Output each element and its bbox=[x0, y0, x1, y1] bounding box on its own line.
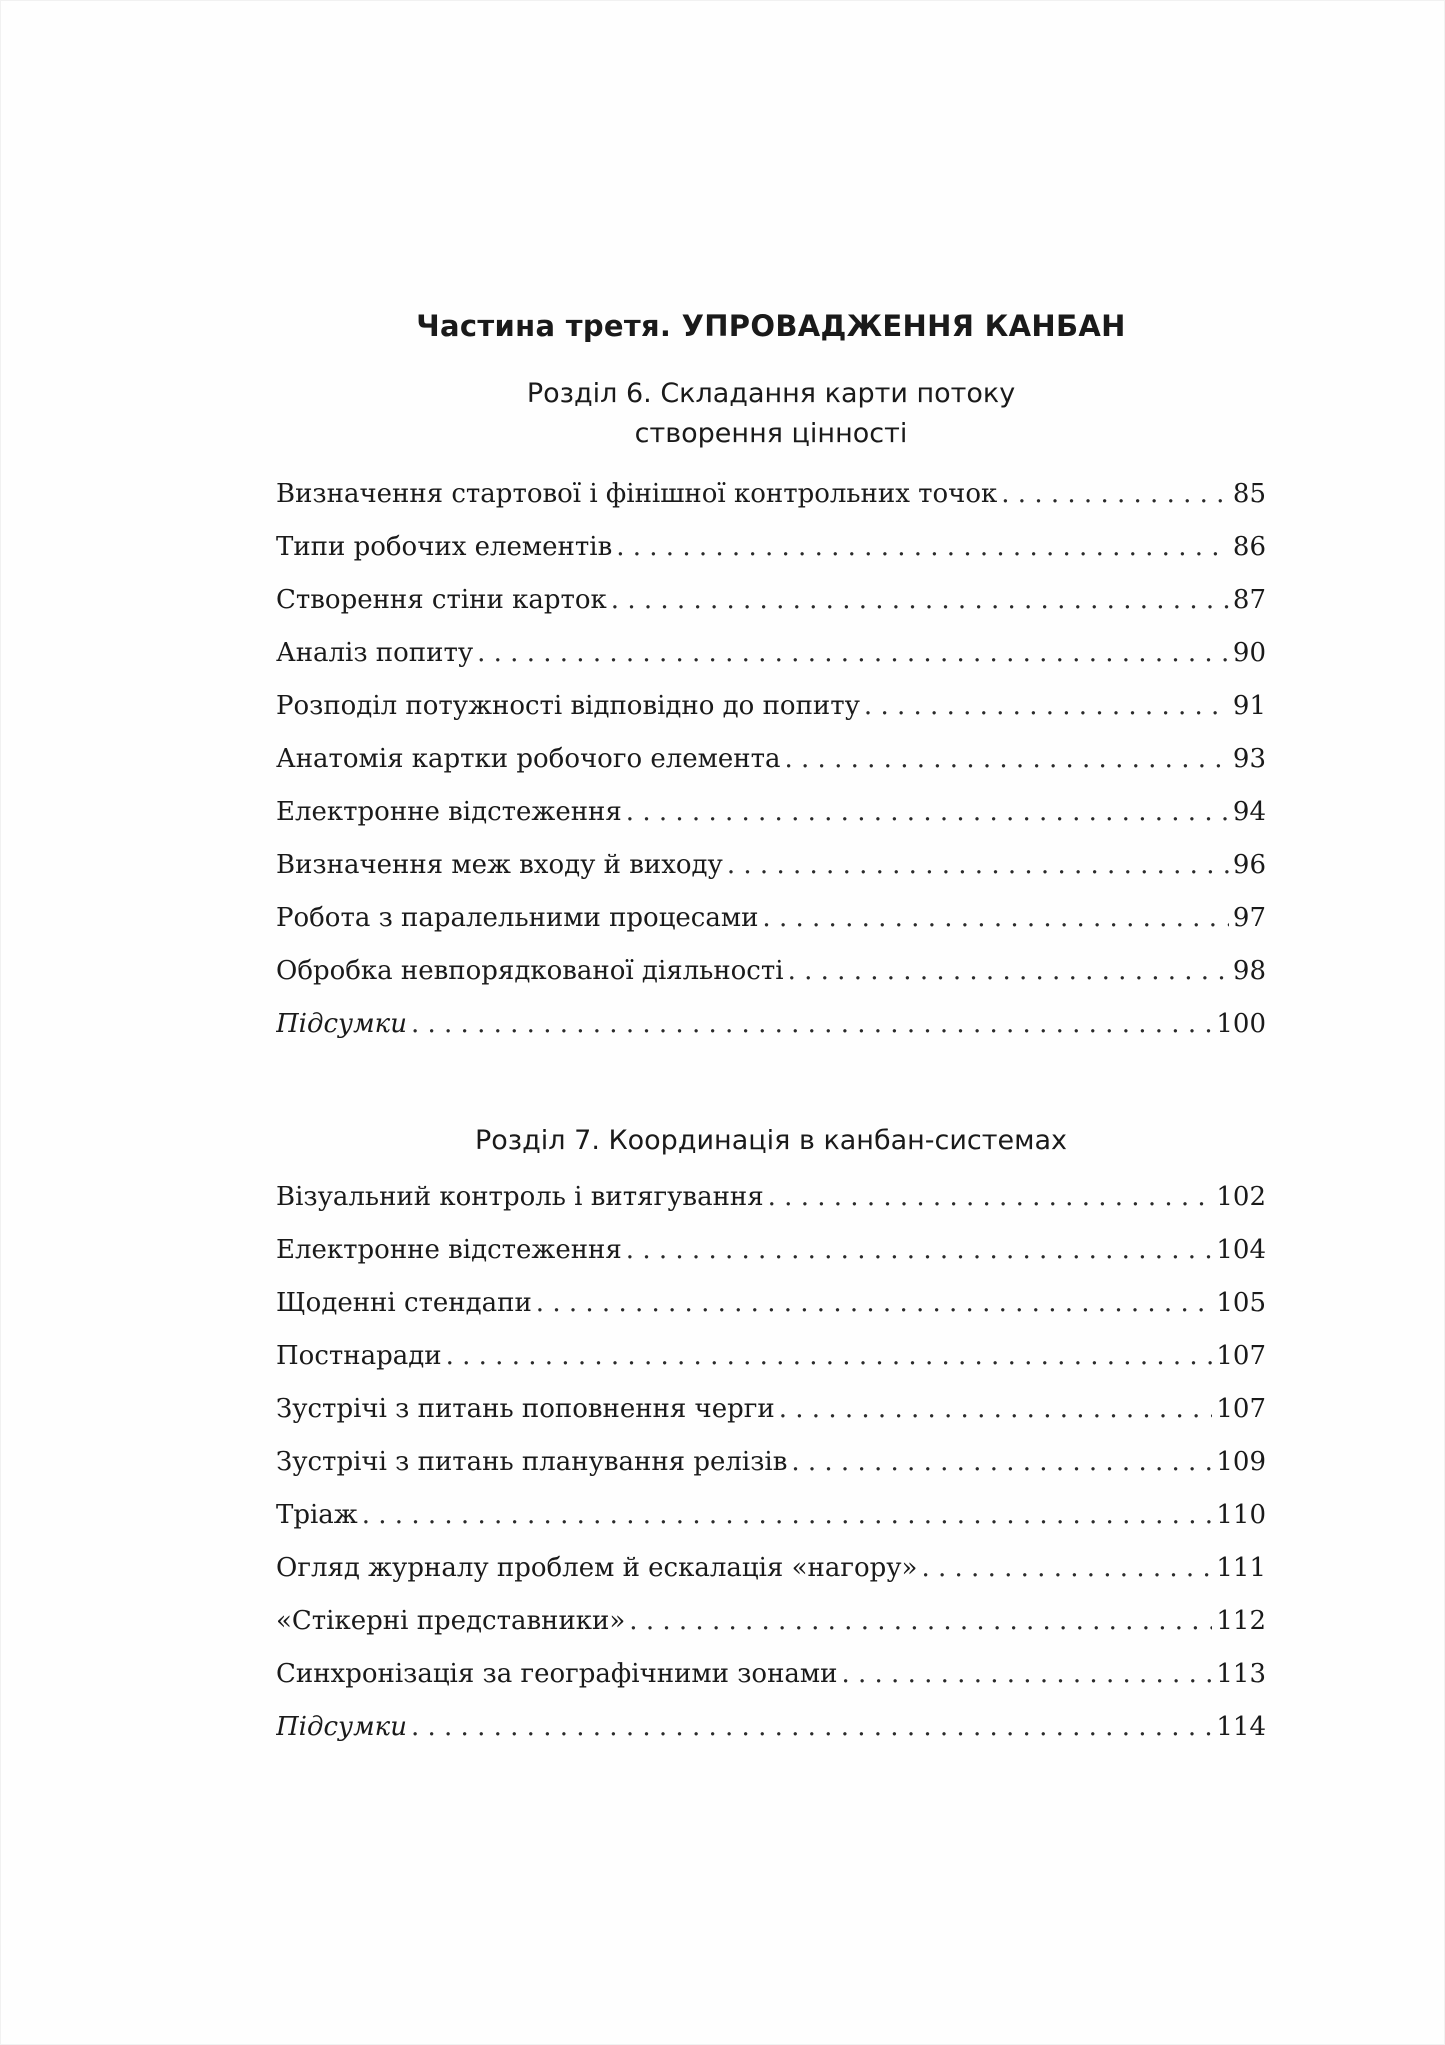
toc-entry-label: Тріаж bbox=[276, 1500, 358, 1530]
toc-entry-label: Електронне відстеження bbox=[276, 797, 622, 827]
part-title: Частина третя. УПРОВАДЖЕННЯ КАНБАН bbox=[416, 309, 1126, 343]
dot-leader bbox=[768, 1171, 1213, 1224]
chapter-6-heading bbox=[276, 374, 1266, 454]
toc-entry-label: Огляд журналу проблем й ескалація «нагору» bbox=[276, 1553, 918, 1583]
toc-entry-label: Зустрічі з питань планування релізів bbox=[276, 1447, 788, 1477]
chapter-7-section bbox=[276, 1121, 1266, 1754]
dot-leader bbox=[626, 786, 1229, 839]
dot-leader bbox=[616, 521, 1229, 574]
toc-entry-label: Підсумки bbox=[276, 1712, 407, 1742]
toc-entry-page: 100 bbox=[1216, 1009, 1266, 1039]
dot-leader bbox=[362, 1489, 1213, 1542]
toc-entry-page: 91 bbox=[1232, 691, 1266, 721]
toc-entry[interactable] bbox=[276, 1595, 1266, 1648]
toc-entry[interactable] bbox=[276, 1489, 1266, 1542]
chapter-6-section bbox=[276, 374, 1266, 1051]
chapter-6-title-line-2: створення цінності bbox=[634, 418, 908, 449]
toc-entry[interactable] bbox=[276, 1224, 1266, 1277]
dot-leader bbox=[446, 1330, 1213, 1383]
toc-entry-page: 90 bbox=[1232, 638, 1266, 668]
dot-leader bbox=[779, 1383, 1213, 1436]
dot-leader bbox=[1001, 468, 1229, 521]
toc-entry-summary[interactable] bbox=[276, 998, 1266, 1051]
toc-entry[interactable] bbox=[276, 521, 1266, 574]
dot-leader bbox=[841, 1648, 1212, 1701]
toc-entry[interactable] bbox=[276, 786, 1266, 839]
toc-entry[interactable] bbox=[276, 680, 1266, 733]
toc-entry[interactable] bbox=[276, 1171, 1266, 1224]
toc-entry[interactable] bbox=[276, 627, 1266, 680]
dot-leader bbox=[477, 627, 1229, 680]
chapter-7-entries bbox=[276, 1171, 1266, 1754]
dot-leader bbox=[785, 733, 1229, 786]
toc-entry-label: Анатомія картки робочого елемента bbox=[276, 744, 781, 774]
table-of-contents bbox=[276, 306, 1266, 1754]
toc-entry[interactable] bbox=[276, 468, 1266, 521]
toc-entry-page: 113 bbox=[1216, 1659, 1266, 1689]
toc-entry-label: Щоденні стендапи bbox=[276, 1288, 532, 1318]
dot-leader bbox=[411, 998, 1212, 1051]
toc-entry-page: 85 bbox=[1232, 479, 1266, 509]
dot-leader bbox=[788, 945, 1229, 998]
toc-entry-label: Візуальний контроль і витягування bbox=[276, 1182, 764, 1212]
toc-entry[interactable] bbox=[276, 892, 1266, 945]
toc-entry-page: 94 bbox=[1232, 797, 1266, 827]
toc-entry-summary[interactable] bbox=[276, 1701, 1266, 1754]
toc-entry-label: Постнаради bbox=[276, 1341, 442, 1371]
chapter-6-entries bbox=[276, 468, 1266, 1051]
dot-leader bbox=[864, 680, 1229, 733]
toc-entry-page: 114 bbox=[1216, 1712, 1266, 1742]
toc-entry-label: «Стікерні представники» bbox=[276, 1606, 626, 1636]
toc-entry[interactable] bbox=[276, 839, 1266, 892]
dot-leader bbox=[921, 1542, 1212, 1595]
toc-entry-page: 107 bbox=[1216, 1341, 1266, 1371]
toc-entry-label: Типи робочих елементів bbox=[276, 532, 613, 562]
toc-entry-page: 86 bbox=[1232, 532, 1266, 562]
toc-entry-label: Визначення меж входу й виходу bbox=[276, 850, 723, 880]
toc-entry-label: Обробка невпорядкованої діяльності bbox=[276, 956, 784, 986]
dot-leader bbox=[536, 1277, 1213, 1330]
dot-leader bbox=[791, 1436, 1212, 1489]
toc-entry-page: 93 bbox=[1232, 744, 1266, 774]
toc-entry-label: Електронне відстеження bbox=[276, 1235, 622, 1265]
toc-entry-label: Підсумки bbox=[276, 1009, 407, 1039]
toc-entry-label: Створення стіни карток bbox=[276, 585, 607, 615]
dot-leader bbox=[629, 1595, 1212, 1648]
toc-entry-page: 96 bbox=[1232, 850, 1266, 880]
dot-leader bbox=[762, 892, 1228, 945]
toc-entry[interactable] bbox=[276, 1648, 1266, 1701]
toc-entry[interactable] bbox=[276, 1330, 1266, 1383]
toc-entry-label: Синхронізація за географічними зонами bbox=[276, 1659, 838, 1689]
chapter-7-title: Розділ 7. Координація в канбан-системах bbox=[474, 1125, 1068, 1156]
toc-entry-label: Визначення стартової і фінішної контрольних точок bbox=[276, 479, 998, 509]
dot-leader bbox=[611, 574, 1229, 627]
toc-entry[interactable] bbox=[276, 1383, 1266, 1436]
toc-entry-page: 109 bbox=[1216, 1447, 1266, 1477]
toc-entry-page: 111 bbox=[1216, 1553, 1266, 1583]
toc-entry-page: 104 bbox=[1216, 1235, 1266, 1265]
toc-entry-page: 110 bbox=[1216, 1500, 1266, 1530]
toc-entry-page: 107 bbox=[1216, 1394, 1266, 1424]
dot-leader bbox=[411, 1701, 1212, 1754]
toc-entry[interactable] bbox=[276, 574, 1266, 627]
toc-entry-label: Робота з паралельними процесами bbox=[276, 903, 759, 933]
toc-entry[interactable] bbox=[276, 945, 1266, 998]
toc-entry[interactable] bbox=[276, 1542, 1266, 1595]
toc-entry-page: 112 bbox=[1216, 1606, 1266, 1636]
chapter-7-heading bbox=[276, 1121, 1266, 1161]
toc-entry-page: 98 bbox=[1232, 956, 1266, 986]
toc-entry-page: 87 bbox=[1232, 585, 1266, 615]
dot-leader bbox=[626, 1224, 1213, 1277]
toc-entry[interactable] bbox=[276, 1277, 1266, 1330]
toc-entry-page: 97 bbox=[1232, 903, 1266, 933]
toc-entry-label: Зустрічі з питань поповнення черги bbox=[276, 1394, 775, 1424]
toc-entry-label: Розподіл потужності відповідно до попиту bbox=[276, 691, 860, 721]
chapter-6-title-line-1: Розділ 6. Складання карти потоку bbox=[526, 378, 1016, 409]
toc-entry-label: Аналіз попиту bbox=[276, 638, 474, 668]
dot-leader bbox=[727, 839, 1229, 892]
toc-entry[interactable] bbox=[276, 1436, 1266, 1489]
toc-entry[interactable] bbox=[276, 733, 1266, 786]
toc-entry-page: 102 bbox=[1216, 1182, 1266, 1212]
toc-entry-page: 105 bbox=[1216, 1288, 1266, 1318]
